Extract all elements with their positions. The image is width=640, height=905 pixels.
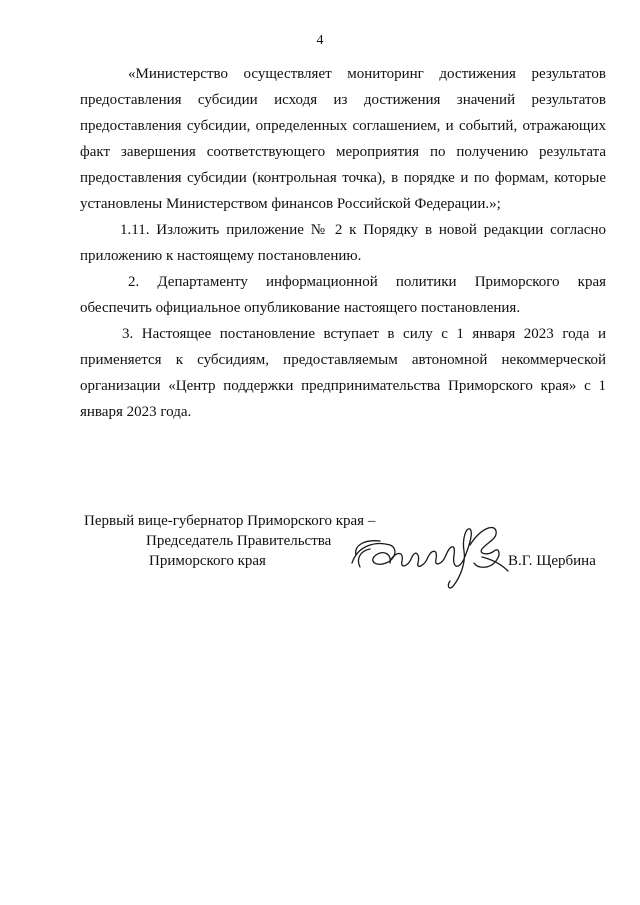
- signer-name: В.Г. Щербина: [508, 553, 596, 569]
- signer-title-line-3: Приморского края: [149, 553, 266, 569]
- signer-title-line-2: Председатель Правительства: [146, 533, 332, 549]
- page-number: 4: [316, 33, 324, 48]
- document-body: [80, 61, 606, 425]
- paragraph-item-1-11: 1.11. Изложить приложение № 2 к Порядку в новой редакции согласно приложению к настоящему постановлению.: [80, 222, 606, 264]
- paragraph-monitoring: «Министерство осуществляет мониторинг достижения результатов предоставления субсидии исходя из достижения значений результатов предоставления субсидии, определенных соглашением, и событий, отражающих факт завершения соответствующего мероприятия по получению результата предоставления субсидии (контрольная точка), в порядке и по формам, которые установлены Министерством финансов Российской Федерации.»;: [80, 66, 606, 212]
- paragraph-item-2: 2. Департаменту информационной политики Приморского края обеспечить официальное опубликование настоящего постановления.: [80, 274, 606, 316]
- handwritten-signature: [346, 515, 516, 595]
- signer-title-line-1: Первый вице-губернатор Приморского края –: [84, 513, 376, 529]
- signature-block: [84, 511, 614, 601]
- paragraph-item-3: 3. Настоящее постановление вступает в силу с 1 января 2023 года и применяется к субсидиям, предоставляемым автономной некоммерческой организации «Центр поддержки предпринимательства Приморского края» с 1 января 2023 года.: [80, 326, 606, 420]
